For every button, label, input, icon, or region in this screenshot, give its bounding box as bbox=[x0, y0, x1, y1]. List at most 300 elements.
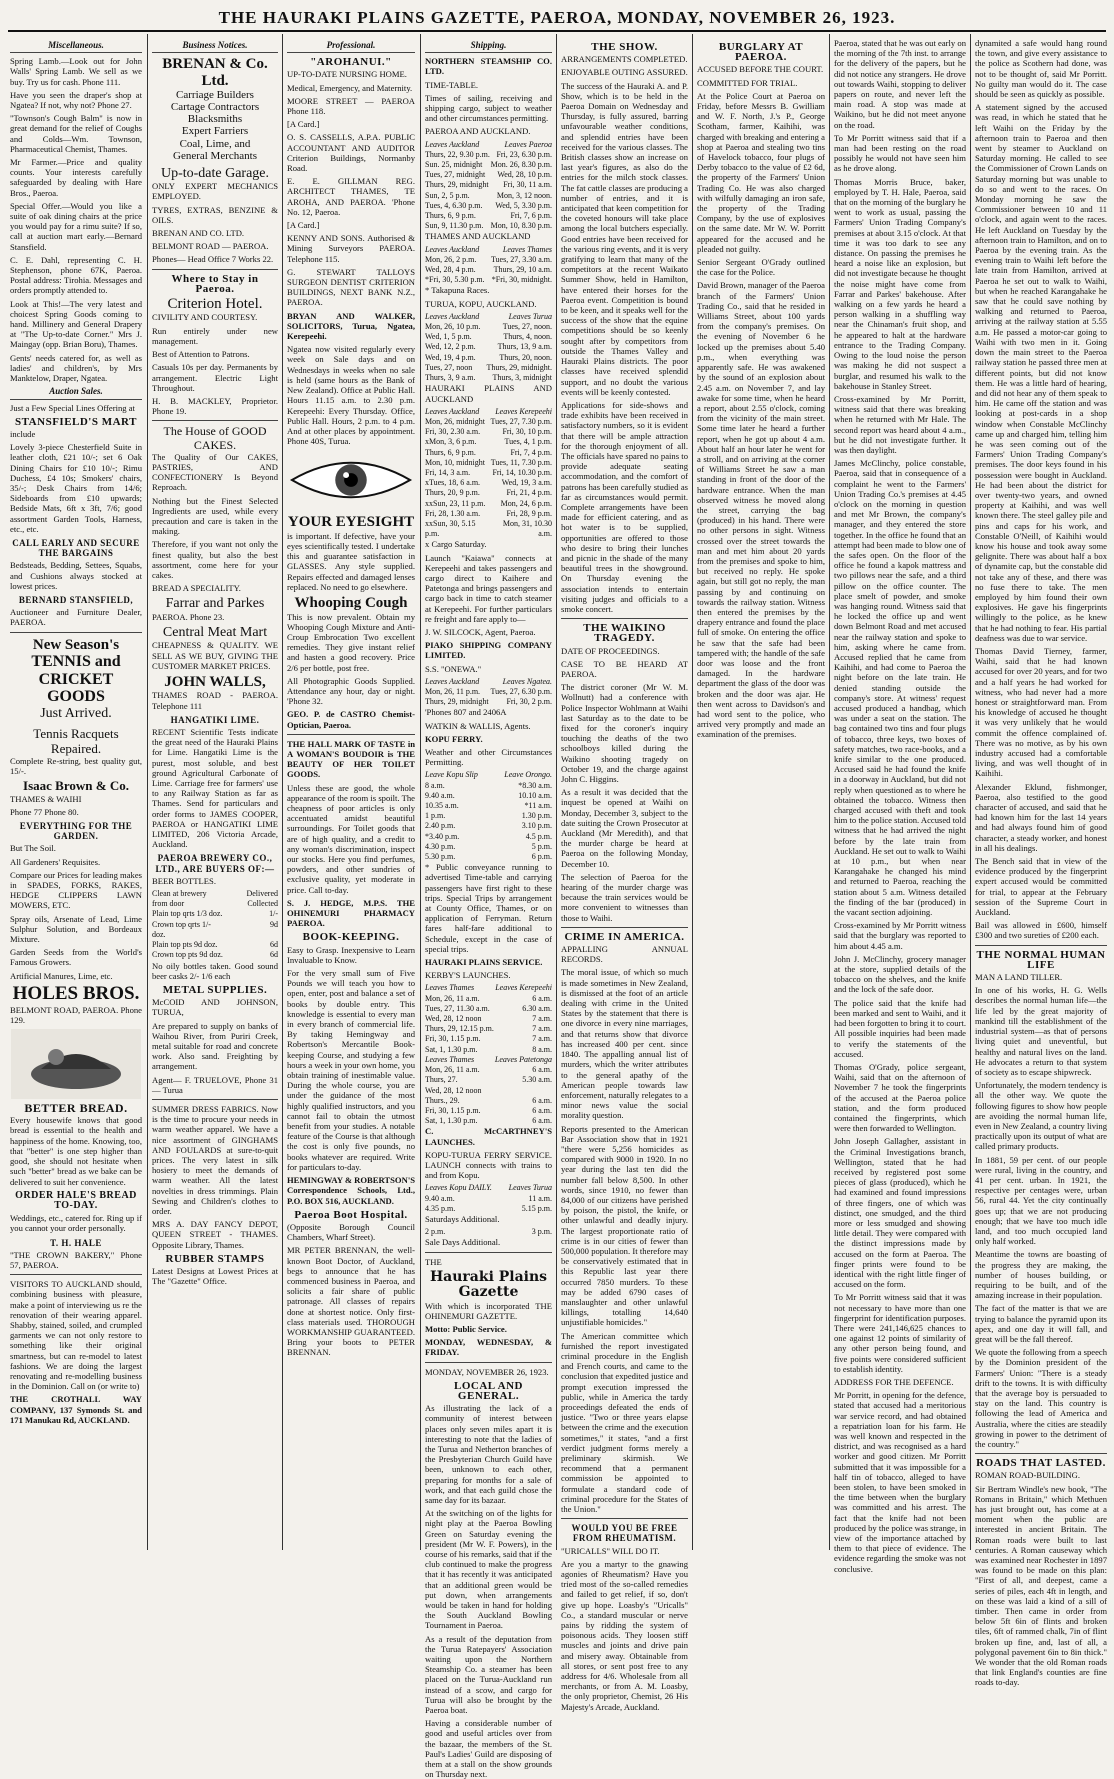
civility: CIVILITY AND COURTESY. bbox=[152, 312, 258, 323]
table-row bbox=[425, 1194, 552, 1204]
masthead-rule bbox=[8, 30, 1106, 32]
meat-sub: CHEAPNESS & QUALITY. WE SELL AS WE BUY, GIVING THE CUSTOMER MARKET PRICES. bbox=[152, 640, 278, 671]
walls-sub: THAMES ROAD - PAEROA. Telephone 111 bbox=[152, 690, 278, 711]
misc-item: Gents' needs catered for, as well as ladies' and children's, by Mrs Manktelow, Draper, Ngatea. bbox=[10, 352, 142, 384]
table-cell: Tues, 27, 7.30 p.m. bbox=[490, 416, 552, 426]
gazette-date: MONDAY, NOVEMBER 26, 1923. bbox=[425, 1366, 549, 1377]
garden-head: EVERYTHING FOR THE GARDEN. bbox=[19, 820, 133, 842]
section-heading: Miscellaneous. bbox=[10, 40, 142, 53]
nhl-body bbox=[975, 985, 1107, 1449]
nhl-paragraph: Unfortunately, the modern tendency is all the other way. We quote the following figures to show how people are avoiding the normal human life, even in New Zealand, a country living practically upon its output of what are called primary products. bbox=[975, 1080, 1107, 1152]
text-top3: Thomas David Tierney, farmer, Waihi, said that he had known accused for over 20 years, and for two and a half years he had worked for witness, who had never had a more honest or straightforward man. From his knowledge of accused he thought it was very unlikely that he would commit the offence complained of. There was no motive, as by his own industry accused had a comfortable living, and was well thought of in Kaihihi. bbox=[975, 645, 1107, 779]
burglary-paragraph: The police said that the knife had been marked and sent to Waihi, and it had been forgotten to bring it to court. All possible inquiries had been made to verify the statements of the accused. bbox=[834, 997, 966, 1059]
stansfield-name: BERNARD STANSFIELD, bbox=[18, 594, 134, 605]
criterion: Criterion Hotel. bbox=[167, 295, 263, 312]
table-cell: Mon, 10, 8.30 p.m. bbox=[490, 221, 552, 231]
table-cell: 7 a.m. bbox=[532, 1034, 552, 1044]
table-row bbox=[425, 1045, 552, 1055]
roads-sub: ROMAN ROAD-BUILDING. bbox=[975, 1470, 1081, 1481]
nsc-note: Times of sailing, receiving and shipping cargo, subject to weather and other circumstances permitting. bbox=[425, 92, 552, 124]
table-row bbox=[425, 811, 552, 821]
burglary-paragraph: Cross-examined by Mr Porritt witness said that the burglary was reported to him about 4.45 a.m. bbox=[834, 920, 966, 951]
table-row bbox=[425, 191, 552, 201]
garden-body: Compare our Prices for leading makes in SPADES, FORKS, RAKES, HEDGE CLIPPERS LAWN MOWERS, ETC. bbox=[10, 869, 142, 911]
spray: Spray oils, Arsenate of Lead, Lime Sulphur Solution, and Bordeaux Mixture. bbox=[10, 913, 142, 944]
table-cell: Thurs, 29, 12.15 p.m. bbox=[425, 1024, 494, 1034]
book-head: BOOK-KEEPING. bbox=[302, 931, 400, 944]
table-cell: Fri, 7, 6 p.m. bbox=[510, 211, 552, 221]
table-cell: Thurs, 29, 10 a.m. bbox=[493, 265, 552, 275]
ta-head: THAMES AND AUCKLAND bbox=[425, 231, 531, 242]
table-cell: Thurs, 22, 9.30 p.m. bbox=[425, 149, 490, 159]
table-header: Leaves Thames bbox=[425, 1054, 475, 1064]
section-heading: Business Notices. bbox=[152, 40, 278, 53]
table-cell: 8 a.m. bbox=[425, 780, 445, 790]
whooping: Whooping Cough bbox=[294, 595, 408, 612]
column-show bbox=[561, 38, 688, 1712]
table-cell: Mon, 26, 2 p.m. bbox=[425, 254, 477, 264]
column-divider bbox=[829, 34, 830, 1550]
mccoid: McCOID AND JOHNSON, TURUA, bbox=[152, 997, 278, 1018]
table-cell: Wed, 28, 12 noon bbox=[425, 1014, 482, 1024]
waikino-paragraph: The district coroner (Mr W. M. Wollnutt) had a conference with Police Inspector Wohlmann at Waihi last Saturday as to the date to be fixed for the coroner's inquiry touching the deaths of the two schoolboys killed during the Waikino shooting tragedy on October 19, and the charge against John C. Higgins. bbox=[561, 682, 688, 785]
boot-sub: (Opposite Borough Council Chambers, Wharf Street). bbox=[287, 1221, 415, 1243]
table-row bbox=[425, 499, 552, 509]
order-hales: ORDER HALE'S BREAD TO-DAY. bbox=[15, 1189, 137, 1211]
table-row bbox=[425, 1024, 552, 1034]
table-row bbox=[425, 255, 552, 265]
table-cell: Tues, 11, 7.30 p.m. bbox=[490, 457, 552, 467]
piako-head: PIAKO SHIPPING COMPANY LIMITED. bbox=[425, 640, 552, 661]
table-cell: Wed, 19, 4 p.m. bbox=[425, 352, 476, 362]
kopu-note: Weather and other Circumstances Permitting. bbox=[425, 747, 552, 768]
castro: GEO. P. de CASTRO Chemist-Optician, Paeroa. bbox=[287, 709, 415, 730]
table-row bbox=[152, 940, 278, 950]
table-cell: Fri, 30, 10 p.m. bbox=[502, 427, 552, 437]
brenan-service: Carriage Builders bbox=[176, 89, 254, 102]
table-header: Leaves Kerepeehi bbox=[495, 983, 552, 993]
nhl-paragraph: In 1881, 59 per cent. of our people were rural, living in the country, and 41 per cent. urban. In 1921, the respective per centages were, urban 56, rural 44. Yet the city continually goes up; that we are not producing enough; that we have too much idle land, and too much occupied land only half worked. bbox=[975, 1154, 1107, 1247]
crime-head: CRIME IN AMERICA. bbox=[564, 930, 685, 943]
table-header: Leaves Turua bbox=[508, 311, 552, 321]
burglary-paragraph: Thomas O'Grady, police sergeant, Waihi, said that on the afternoon of November 7 he took the fingerprints of the accused at the Paeroa police station, and the form produced contained the fingerprints, which were then forwarded to Wellington. bbox=[834, 1061, 966, 1134]
bread-head: BETTER BREAD. bbox=[24, 1101, 128, 1116]
table-cell: 1/- bbox=[269, 909, 278, 919]
table-cell: 10.10 a.m. bbox=[518, 790, 552, 800]
table-row bbox=[425, 821, 552, 831]
hall-mark: THE HALL MARK OF TASTE in A WOMAN'S BOUDOIR is THE BEAUTY OF HER TOILET GOODS. bbox=[287, 738, 415, 780]
crime-paragraph: Reports presented to the American Bar Association show that in 1921 "there were 5,256 homicides as compared with 9000 in 1920. In no year during the last ten did the number fall below 8,500. In other words, since 1910, no fewer than 84,000 of our citizens have perished by poison, the pistol, the knife, or other unlawful and deadly injury. The largest proportionate ratio of crime is in our cities of fewer than 500,000 population. It therefore may be conservatively estimated that in this Republic last year there occurred 7850 murders. To these may be added 6790 cases of manslaughter and other unlawful killings, totalling 14,640 unjustifiable homicides." bbox=[561, 1123, 688, 1328]
schedule-table bbox=[425, 677, 552, 708]
burglary-head: BURGLARY AT PAEROA. bbox=[718, 41, 804, 64]
eye-body: is important. If defective, have your eyes scientifically tested. I undertake this and guarantee satisfaction in GLASSES. Any style supplied. Repairs effected and damaged lenses replaced. No need to go elsewhere. bbox=[287, 530, 415, 592]
stamps-sub: Latest Designs at Lowest Prices at The "Gazette" Office. bbox=[152, 1265, 278, 1287]
table-header: Leaves Kopu DAILY. bbox=[425, 1183, 492, 1193]
table-cell: 6 a.m. bbox=[532, 1095, 552, 1105]
brenan2: BRENAN AND CO. LTD. bbox=[152, 227, 245, 238]
table-row bbox=[425, 373, 552, 383]
local-paragraph: Having a considerable number of good and useful articles over from the bazaar, the members of the St. Paul's Ladies' Guild are disposing of them at a stall on the show grounds on Thursday next. bbox=[425, 1718, 552, 1779]
mackley: H. B. MACKLEY, Proprietor. Phone 19. bbox=[152, 395, 278, 417]
table-cell: 11 a.m. bbox=[528, 1193, 552, 1203]
hale-name: T. H. HALE bbox=[50, 1237, 102, 1248]
misc-item: Have you seen the draper's shop at Ngatea? If not, why not? Phone 27. bbox=[10, 89, 142, 111]
nhl-sub: MAN A LAND TILLER. bbox=[975, 972, 1063, 983]
brenan-service: General Merchants bbox=[173, 149, 257, 162]
photo: All Photographic Goods Supplied. Attendance any hour, day or night. 'Phone 32. bbox=[287, 675, 415, 707]
weddings: Weddings, etc., catered for. Ring up if you cannot your order personally. bbox=[10, 1213, 142, 1234]
table-cell: xMon, 3, 6 p.m. bbox=[425, 437, 477, 447]
waikino-sub: DATE OF PROCEEDINGS. bbox=[561, 645, 660, 656]
table-header: Leaves Kerepeehi bbox=[495, 406, 552, 416]
watkin: WATKIN & WALLIS, Agents. bbox=[425, 720, 531, 731]
table-cell: Fri, 23, 6.30 p.m. bbox=[496, 149, 552, 159]
table-cell: Fri, 7, 4 p.m. bbox=[510, 447, 552, 457]
table-cell: Fri, 30, 2 p.m. bbox=[506, 697, 552, 707]
whoop-body: This is now prevalent. Obtain my Whooping Cough Mixture and Anti-Croup Embrocation Two excellent remedies. They give instant relief and hasten a good recovery. Price 2/6 per bottle, post free. bbox=[287, 611, 415, 673]
table-row bbox=[425, 221, 552, 231]
bread-body: Every housewife knows that good bread is essential to the health and happiness of the home. Knowing, too, that "better" is one step higher than good, she should not hesitate when such "better" bread as we bake can be delivered to suit her convenience. bbox=[10, 1115, 142, 1187]
auction-lead: Just a Few Special Lines Offering at bbox=[10, 402, 135, 413]
schedule-table bbox=[425, 983, 552, 1054]
table-cell: Thurs., 29. bbox=[425, 1095, 460, 1105]
tyres: TYRES, EXTRAS, BENZINE & OILS. bbox=[152, 204, 278, 225]
garden-req: All Gardeners' Requisites. bbox=[10, 856, 101, 867]
misc-item: C. E. Dahl, representing C. H. Stephenson, phone 67K, Paeroa. Postal address: Tirohia. Messages and orders promptly attended to. bbox=[10, 254, 142, 296]
burglary-paragraph: James McClinchy, police constable, Paeroa, said that in consequence of a complaint he went to the Farmers' Union Trading Co.'s premises at 4.45 o'clock on the morning in question and met Mr Brown, the company's manager, and they entered the store together. In the office he found that an attempt had been made to blow one of the safes open. On the floor of the office he found a kapok mattress and two pillows near the safe, and a third pillow on the office counter. The place smelt of powder, and smoke was hanging round. Witness said that he locked the office up and went down Belmont Road and met accused near the railway station and spoke to him, asking where he came from. Accused replied that he came from Kaihihi, and had come to Paeroa the night before on the late train. He denied standing outside the company's store. At witness' request accused produced a handbag, which was under a seat on the station. The bag contained two tins and four plugs of tobacco, three keys, two boxes of safety matches, two race-books, and a knife similar to the one produced. Accused said he had found the knife in a doorway in Auckland, but did not reply when questioned as to where he obtained the tobacco. Witness then charged accused with theft and took him to the police station. Accused told witness that he had arrived the night before by the late train from Auckland. He set out to walk to Waihi at 10 p.m., but when near Karangahake he changed his mind and returned to Paeroa, reaching the station about 5 a.m. Witness detailed the finding of the bar (produced) in the vacant section adjoining. bbox=[834, 458, 966, 918]
table-cell: Thurs, 29, midnight bbox=[425, 697, 489, 707]
john-walls: JOHN WALLS, bbox=[164, 673, 266, 690]
therefore: Therefore, if you want not only the finest quality, but also the best assortment, come here for your cakes. bbox=[152, 539, 278, 580]
section-heading: Shipping. bbox=[425, 40, 552, 53]
schedule-table bbox=[425, 1183, 552, 1214]
table-row bbox=[152, 909, 278, 919]
medical: Medical, Emergency, and Maternity. bbox=[287, 82, 413, 93]
burglary-sub2: COMMITTED FOR TRIAL. bbox=[697, 77, 798, 88]
table-cell: Mon, 24, 6 p.m. bbox=[500, 498, 552, 508]
table-cell: *Fri, 30, midnight. bbox=[491, 275, 552, 285]
table-row bbox=[425, 791, 552, 801]
brenan-services bbox=[152, 89, 278, 162]
table-cell: Fri, 30, 2.30 a.m. bbox=[425, 427, 481, 437]
table-cell: Tues, 27, noon bbox=[425, 362, 473, 372]
truelove: Agent— F. TRUELOVE, Phone 31 — Turua bbox=[152, 1074, 278, 1095]
casuals: Casuals 10s per day. Permanents by arrangement. Electric Light Throughout. bbox=[152, 362, 278, 393]
metal-head: METAL SUPPLIES. bbox=[162, 983, 268, 996]
eyesight: YOUR EYESIGHT bbox=[287, 514, 415, 531]
holes-bros: HOLES BROS. bbox=[12, 982, 140, 1004]
table-cell: Thurs, 29, midnight bbox=[425, 180, 489, 190]
text-top5: The Bench said that in view of the evidence produced by the fingerprint expert accused would be committed for trial, to appear at the February session of the Supreme Court in Auckland. bbox=[975, 856, 1107, 918]
schedule-table bbox=[425, 140, 552, 232]
hps-head: HAURAKI PLAINS SERVICE. bbox=[425, 957, 543, 968]
local-paragraph: As a result of the deputation from the Turua Ratepayers' Association waiting upon the Northern Steamship Co. a steamer has been placed on the Turua-Auckland run instead of a scow, and cargo for Turua will also be brought by the Paeroa boat. bbox=[425, 1633, 552, 1716]
table-row bbox=[425, 322, 552, 332]
burglary-body bbox=[697, 91, 825, 740]
table-row bbox=[425, 478, 552, 488]
table-cell: 1.30 p.m. bbox=[521, 811, 552, 821]
burglary-paragraph: David Brown, manager of the Paeroa branch of the Farmers' Union Trading Co., said that he resided in Williams Street, about 100 yards from the company's premises. On the evening of November 6 he locked up the premises about 5.40 p.m., when everything was apparently safe. He was awakened by the sound of an explosion about 2.45 a.m. on November 7, and lay awake for some time, when he heard a report, about 2.55 o'clock, coming from the vicinity of the main street. Some time later he heard a further report, when he got up about 4 a.m. About half an hour later he went for a stroll, and on arriving at the corner of Williams Street he saw a man standing in front of the door of the hardware entrance. When the man observed witness he moved along the street, carrying the bag (produced) in his hand. There were no other persons in sight. Witness crossed over the street towards the man and met him about 20 yards from the premises and spoke to him, but received no reply. He spoke again, but still got no reply, the man passing by and continuing on towards the railway station. Witness then entered the premises by the drapery entrance and found the place full of smoke. On entering the office he saw that the safe had been tampered with; the handle of the safe door was loose and the front damaged. In the hardware department the glass of the door was broken and the door was ajar. He then went across to Davidson's and had word sent to the police, who arrived very promptly and made an examination of the premises. bbox=[697, 280, 825, 740]
racquets: Tennis Racquets Repaired. bbox=[33, 726, 119, 756]
table-cell: Tues, 27, 11.30 a.m. bbox=[425, 1003, 490, 1013]
table-row bbox=[425, 417, 552, 427]
isaac-brown: Isaac Brown & Co. bbox=[23, 778, 129, 794]
table-row bbox=[425, 832, 552, 842]
silcock: J. W. SILCOCK, Agent, Paeroa. bbox=[425, 626, 536, 637]
table-row bbox=[425, 448, 552, 458]
masthead: THE HAURAKI PLAINS GAZETTE, PAEROA, MONDAY, NOVEMBER 26, 1923. bbox=[218, 8, 896, 27]
table-header: Leaves Thames bbox=[502, 244, 552, 254]
seeds: Garden Seeds from the World's Famous Growers. bbox=[10, 947, 142, 968]
bryan-body: Ngatea now visited regularly every week on Sale days and on Wednesdays in weeks when no sale is held (same hours as the Bank of New Zealand). Office at Public Hall. Hours 11.15 a.m. to 2.30 p.m. Kerepeehi: Every Thursday. Office, Public Hall. Hours, 2 p.m. to 4 p.m. And at other places by appointment. Phone 40S, Turua. bbox=[287, 344, 415, 447]
boot-body: MR PETER BRENNAN, the well-known Boot Doctor, of Auckland, begs to announce that he has commenced business in Paeroa, and solicits a fair share of public patronage. All classes of repairs done at shortest notice. Only first-class materials used. THOROUGH WORKMANSHIP GUARANTEED. Bring your boots to PETER BRENNAN. bbox=[287, 1245, 415, 1358]
section-heading: Professional. bbox=[287, 40, 415, 53]
burglary-paragraph: At the Police Court at Paeroa on Friday, before Messrs B. Gwilliam and W. F. North, J.'s P., George Scotham, farmer, Kaihihi, was charged with breaking and entering a shop at Paeroa and stealing two tins of Havelock tobacco, four plugs of Derby tobacco to the value of £2 6d, the property of the Farmers' Union Trading Co. He was also charged with wilfully damaging an iron safe, the property of the Trading Company, by the use of explosives on the same date. Mr W. W. Porritt appeared for the accused and he pleaded not guilty. bbox=[697, 90, 825, 254]
table-cell: Thurs, 29, midnight. bbox=[486, 362, 552, 372]
burglary-paragraph: Paeroa, stated that he was out early on the morning of the 7th inst. to arrange for the delivery of the papers, but he did not notice any strangers. He drove out towards Waihi, stopping to deliver papers on route, and never left the main road. A stop was made at Waikino, but he did not meet anyone on the road. bbox=[834, 38, 966, 130]
table-cell: 3 p.m. bbox=[531, 1227, 552, 1237]
patrons: Best of Attention to Patrons. bbox=[152, 349, 250, 360]
table-cell: 1 p.m. bbox=[425, 811, 446, 821]
column-divider bbox=[556, 34, 557, 1550]
nhl-paragraph: The fact of the matter is that we are trying to balance the pyramid upon its apex, and one day it will fall, and great will be the fall thereof. bbox=[975, 1303, 1107, 1344]
burglary-paragraph: Thomas Morris Bruce, baker, employed by T. H. Hale, Paeroa, said that on the morning of the burglary he went to work as usual, passing the Farmers' Union Trading Company's premises at about 3.15 o'clock. At that time it was too dark to see any distance. On passing the premises he heard a noise like an explosion, but did not investigate because he thought the noise might have come from Farrar and Parkes' bakehouse. After walking on a few yards he heard a person walking in a shuffling way near the Chinaman's fruit shop, and he appeared to halt at the hardware entrance to the Trading Company. Owing to the loud noise the person was making he did not suspect a burglar, and resumed his walk to the bakehouse in Stanley Street. bbox=[834, 176, 966, 391]
table-cell: Tues, 27, midnight bbox=[425, 170, 486, 180]
mc-sub: KOPU-TURUA FERRY SERVICE. LAUNCH connects with trains to and from Kopu. bbox=[425, 1149, 552, 1181]
table-cell: 6.30 a.m. bbox=[522, 1003, 552, 1013]
table-row bbox=[425, 160, 552, 170]
table-cell: 7 a.m. bbox=[532, 1014, 552, 1024]
arohanui: "AROHANUI." bbox=[310, 56, 392, 69]
table-row bbox=[425, 488, 552, 498]
table-cell: Fri, 21, 4 p.m. bbox=[506, 488, 552, 498]
bottles-note: No oily bottles taken. Good sound beer casks 2/- 1/6 each bbox=[152, 960, 278, 981]
table-cell: Thurs, 6, 9 p.m. bbox=[425, 447, 476, 457]
table-row bbox=[152, 920, 278, 940]
burglary-paragraph: Senior Sergeant O'Grady outlined the case for the Police. bbox=[697, 257, 825, 278]
text-top: dynamited a safe would hang round the town, and give every assistance to the police as Scothern had done, was not to be thought of, said Mr Porritt. No guilty man would do it. The case should be seen as quickly as possible. bbox=[975, 38, 1107, 100]
table-cell: Fri, 30, 11 a.m. bbox=[503, 180, 552, 190]
brenan-service: Coal, Lime, and bbox=[179, 137, 251, 150]
table-row bbox=[425, 201, 552, 211]
misc-item: Spring Lamb.—Look out for John Walls' Spring Lamb. We sell as we buy. Try us for cash. Phone 111. bbox=[10, 56, 142, 87]
table-row bbox=[425, 353, 552, 363]
motto: Motto: Public Service. bbox=[425, 1323, 507, 1334]
auction-include: include bbox=[10, 428, 36, 439]
brenan-service: Blacksmiths bbox=[187, 113, 243, 126]
brenan-service: Cartage Contractors bbox=[170, 101, 260, 114]
auction-place: STANSFIELD'S MART bbox=[15, 415, 137, 428]
day: MRS A. DAY FANCY DEPOT, QUEEN STREET - THAMES. Opposite Library, Thames. bbox=[152, 1219, 278, 1250]
hpa-note: x Cargo Saturday. bbox=[425, 539, 487, 550]
table-header: Leaves Auckland bbox=[425, 406, 480, 416]
table-row bbox=[425, 994, 552, 1004]
table-cell: Thurs, 13, 9 a.m. bbox=[497, 342, 552, 352]
table-row bbox=[425, 458, 552, 468]
brenan-service: Expert Farriers bbox=[181, 125, 249, 138]
ta-note: * Takapuna Races. bbox=[425, 285, 490, 296]
show-sub: ARRANGEMENTS COMPLETED. bbox=[561, 54, 688, 65]
mc-sale: Sale Days Additional. bbox=[425, 1237, 501, 1248]
just-arrived: Just Arrived. bbox=[40, 705, 112, 721]
mechanics: ONLY EXPERT MECHANICS EMPLOYED. bbox=[152, 181, 278, 202]
waikino-body bbox=[561, 682, 688, 923]
table-cell: 6 a.m. bbox=[532, 1065, 552, 1075]
ingredients: Nothing but the Finest Selected Ingredients are used, while every precaution and care is taken in the making. bbox=[152, 495, 278, 537]
table-cell: Wed, 28, 12 noon bbox=[425, 1085, 482, 1095]
bread-illustration bbox=[10, 1029, 142, 1099]
table-cell: Tues, 4, 6.30 p.m. bbox=[425, 200, 483, 210]
table-row bbox=[425, 332, 552, 342]
manures: Artificial Manures, Lime, etc. bbox=[10, 970, 113, 981]
call-early: CALL EARLY AND SECURE THE BARGAINS bbox=[12, 537, 140, 559]
misc-item: Special Offer.—Would you like a suite of oak dining chairs at the price you would pay for a rimu suite? If so, call at auction mart early.—Bernard Stansfield. bbox=[10, 200, 142, 252]
burglary-paragraph: Mr Porritt, in opening for the defence, stated that accused had a meritorious war service record, and had obtained a repatriation loan for his farm. He was well known and respected in the district, and was recognised as a hard worker and good citizen. Mr Porritt submitted that it was impossible for a half tin of tobacco, alleged to have been stolen, to have been smoked in the time between when the burglary was committed and his arrest. The fact that the knife had not been produced by the police was strange, in view of the importance attached by them to that piece of evidence. The evidence regarding the smoke was not conclusive. bbox=[834, 1390, 966, 1574]
hemingway: HEMINGWAY & ROBERTSON'S Correspondence Schools, Ltd., P.O. BOX 516, AUCKLAND. bbox=[287, 1175, 415, 1206]
column-divider bbox=[147, 34, 148, 1550]
metal-body: Are prepared to supply on banks of Waihou River, from Puriri Creek, metal suitable for road and concrete work. Also sand. Freighting by arrangement. bbox=[152, 1020, 278, 1072]
cakes-quality: The Quality of Our CAKES, PASTRIES, AND CONFECTIONERY Is Beyond Reproach. bbox=[152, 451, 278, 493]
table-cell: Tues, 27, 3.30 a.m. bbox=[490, 254, 552, 264]
show-head: THE SHOW. bbox=[591, 41, 658, 53]
table-cell: xxSun, 23, 11 p.m. bbox=[425, 498, 486, 508]
timetable: TIME-TABLE. bbox=[425, 79, 479, 90]
rheum-body: Are you a martyr to the gnawing agonies of Rheumatism? Have you tried most of the so-called remedies and failed to get relief, if so, don't give up hope. Loasby's "Uricalls" Co., a standard muscular or nerve pains by ridding the system of poisonous acids. They loosen stiff muscles and joints and drive pain and misery away. Obtainable from all stores, or sent post free to any address for 4/6. Wholesale from all merchants, or from A. M. Loasby, the only proprietor, Chemist, 26 His Majesty's Arcade, Auckland. bbox=[561, 1558, 688, 1712]
rheum-head: WOULD YOU BE FREE FROM RHEUMATISM. bbox=[571, 1523, 678, 1544]
table-header: Leave Kopu Slip bbox=[425, 770, 478, 780]
table-cell: Mon, 26, 11 p.m. bbox=[425, 686, 481, 696]
card2: [A Card.] bbox=[287, 220, 320, 231]
stamps: RUBBER STAMPS bbox=[165, 1252, 265, 1265]
table-row bbox=[425, 363, 552, 373]
crime-sub: APPALLING ANNUAL RECORDS. bbox=[561, 944, 688, 965]
column-burglary-cont bbox=[834, 38, 966, 1574]
tennis-cricket: TENNIS and CRICKET GOODS bbox=[31, 653, 121, 706]
table-header: Leaves Auckland bbox=[425, 311, 480, 321]
stewart: G. STEWART TALLOYS SURGEON DENTIST CRITERION BUILDINGS, NEXT BANK N.Z., PAEROA. bbox=[287, 266, 415, 308]
table-cell: 10.35 a.m. bbox=[425, 801, 459, 811]
table-cell: Thurs, 3, 9 a.m. bbox=[425, 373, 476, 383]
visitors: VISITORS TO AUCKLAND should, combining business with pleasure, make a point of interviewing us re the renovation of their wearing apparel. Shabby, stained, soiled, and crumpled garments we can not only restore to something like their original smartness, but can re-model to latest fashions. We are doing the largest renovating and re-modelling business in the Dominion. Call on (or write to) bbox=[10, 1279, 142, 1392]
table-row bbox=[425, 211, 552, 221]
burglary-continued bbox=[834, 38, 966, 1574]
table-cell: Fri, 28, 9 p.m. bbox=[506, 508, 552, 518]
moore: MOORE STREET — PAEROA Phone 118. bbox=[287, 95, 415, 117]
stay-head: Where to Stay in Paeroa. bbox=[171, 272, 259, 295]
table-cell: 9.40 a.m. bbox=[425, 790, 455, 800]
table-row bbox=[425, 150, 552, 160]
table-cell: 4.30 p.m. bbox=[425, 841, 456, 851]
table-cell: 5.15 p.m. bbox=[521, 1203, 552, 1213]
table-row bbox=[425, 697, 552, 707]
auction-body: Lovely 3-piece Chesterfield Suite in leather cloth, £21 10/-; set 6 Oak Dining Chairs for £10 10/-; Rimu Duchess, £4 10s; Smokers' chairs, 35/-; Desk Chairs from 14/6; Sideboards from £10 upwards; Bedside Mats, 6ft x 3ft, 7/6; good assortment Garden Tools, Harness, etc., etc. bbox=[10, 442, 142, 534]
text-top4: Alexander Eklund, fishmonger, Paeroa, also testified to the good character of accused, and said that he had known him for the last 14 years and had always found him of good character, a steady worker, and honest in all his dealings. bbox=[975, 781, 1107, 853]
holes-addr: BELMONT ROAD, PAEROA. Phone 129. bbox=[10, 1004, 142, 1025]
lime-body: RECENT Scientific Tests indicate the great need of the Hauraki Plains for Lime. Hangatiki Lime is the purest, most soluble, and best ground Agricultural Carbonate of Lime. Carriage free for farmers' use to any Railway Station as far as Thames. Send for particulars and order forms to JAMES COOPER, PAEROA or HANGATIKI LIME LIMITED, 206 Victoria Arcade, Auckland. bbox=[152, 727, 278, 850]
table-row bbox=[425, 180, 552, 190]
column-divider bbox=[692, 34, 693, 1550]
nursing: UP-TO-DATE NURSING HOME. bbox=[287, 69, 407, 80]
misc-item: Mr Farmer.—Price and quality counts. Your interests carefully safeguarded by dealing with Hare Bros., Paeroa. bbox=[10, 157, 142, 198]
isaac-phones: Phone 77 Phone 80. bbox=[10, 806, 79, 817]
table-cell: Crown top qrts 1/- doz. bbox=[152, 919, 211, 939]
table-cell: *Fri, 30, 5.30 p.m. bbox=[425, 275, 485, 285]
piako-phones: 'Phones 807 and 2406A bbox=[425, 707, 507, 718]
table-cell bbox=[488, 1086, 552, 1096]
table-cell: 6 p.m. bbox=[531, 852, 552, 862]
table-row bbox=[425, 509, 552, 519]
burglary-paragraph: ADDRESS FOR THE DEFENCE. bbox=[834, 1377, 954, 1387]
table-row bbox=[425, 437, 552, 447]
table-cell: 6 a.m. bbox=[532, 1105, 552, 1115]
table-row bbox=[425, 1227, 552, 1237]
table-cell: Crown top pts 9d doz. bbox=[152, 950, 223, 960]
table-cell: Mon, 26, 11 a.m. bbox=[425, 993, 480, 1003]
farrar: Farrar and Parkes bbox=[165, 596, 265, 612]
table-cell: 2.40 p.m. bbox=[425, 821, 456, 831]
table-cell: Thurs, 3, midnight bbox=[492, 373, 552, 383]
gazette-title: Hauraki Plains Gazette bbox=[429, 1268, 548, 1301]
column-divider bbox=[282, 34, 283, 1550]
table-cell: Sun. 25, midnight bbox=[425, 160, 483, 170]
gazette-the: THE bbox=[425, 1256, 442, 1267]
brenan-addr: BELMONT ROAD — PAEROA. bbox=[152, 241, 269, 252]
table-header: Leaves Thames bbox=[425, 983, 475, 993]
table-row bbox=[425, 781, 552, 791]
schedule-table bbox=[425, 407, 552, 540]
misc-items bbox=[10, 56, 142, 383]
table-cell: 6 a.m. bbox=[532, 993, 552, 1003]
isaac-places: THAMES & WAIHI bbox=[10, 793, 82, 804]
restring: Complete Re-string, best quality gut, 15/-. bbox=[10, 755, 142, 777]
schedule-table bbox=[425, 1055, 552, 1126]
waikino-paragraph: As a result it was decided that the inquest be opened at Waihi on Monday, December 3, subject to the date suiting the Crown Prosecutor at Auckland (Mr Meredith), and that the murder charge be heard at Paeroa on the following Monday, December 10. bbox=[561, 787, 688, 869]
local-head: LOCAL AND GENERAL. bbox=[454, 1379, 523, 1402]
management: Run entirely under new management. bbox=[152, 325, 278, 346]
table-cell: Wed, 28, 4 p.m. bbox=[425, 265, 476, 275]
boot-head: Paeroa Boot Hospital. bbox=[294, 1208, 408, 1221]
hpa-head: HAURAKI PLAINS AND AUCKLAND bbox=[425, 383, 552, 404]
meat-mart: Central Meat Mart bbox=[162, 624, 268, 640]
table-cell: Plain top qrts 1/3 doz. bbox=[152, 909, 223, 919]
column-professional bbox=[287, 38, 415, 1550]
hpa-body: Launch "Kaiawa" connects at Kerepeehi and takes passengers and cargo direct to Kaihere and Patetonga and brings passengers and cargo back in time to catch steamer at Kerepeehi. For further particulars re freight and fare apply to— bbox=[425, 552, 552, 624]
table-cell: Tues, 27, noon. bbox=[502, 322, 552, 332]
text-top2: A statement signed by the accused was read, in which he stated that he left Waihi on the Friday by the afternoon train to Paeroa and then went by steamer to Auckland on Saturday morning. He called to see the Commissioner of Crown Lands on Saturday morning but was unable to do so and went to the races. On Monday morning he saw the Commissioner between 10 and 11 o'clock, and again went to the races. He left Auckland on Tuesday by the afternoon train to Hamilton, and on to Paeroa by the evening train. As the evening train to Waihi left before the late train from Hamilton, arrived at Paeroa he set out to walk to Waihi, but when he reached Karangahake he saw that he could save nothing by walking and returned to Paeroa, arriving at the railway station at 5.55 a.m. He passed a motor-car going to Waihi with two men in it. Going down the main street to the Paeroa railway station he passed three men at different points, but did not know them. He was a little hard of hearing, and did not hear any of them speak to him. He came off the station and was looking at post-cards in a shop window when Constable McClinchy came up and charged him, telling him he was seen coming out of the Farmers' Union Trading Company's premises. The door keys found in his possession were bought in Auckland. He had been about the district for over twenty-two years, and owned property at Kaihihi, and was well known there. The steel galley pile and pins and caps for his work, and Constable O'Neill, of Kaihihi would know his house and took away some gelignite. There was about half a box of dynamite cap, but the constable did not take any of these, and there was no fuse there to take. The men employed by him found their own explosives. He gave his fingerprints willingly to the police, as he knew that he had nothing to fear. His partial deafness was due to war service. bbox=[975, 102, 1107, 643]
burglary-paragraph: To Mr Porritt witness said that it was not necessary to have more than one fingerprint for identification purposes. There were 241,146,625 chances to one against 12 points of similarity of any other person being found, and five points were considered sufficient to establish identity. bbox=[834, 1292, 966, 1374]
table-cell: 8 a.m. bbox=[532, 1044, 552, 1054]
table-cell: Mon, 26, midnight bbox=[425, 416, 486, 426]
crime-paragraph: The moral issue, of which so much is made sometimes in New Zealand, is dismissed at the foot of an article dealing with crime in the United States by the statement that there is one divorce in every nine marriages, and that returns show that divorce has increased 400 per cent. since 1840. The appalling annual list of murders, which the writer attributes to the general apathy of the American people towards law enforcement, naturally relegates to a minor news value the social morality question. bbox=[561, 967, 688, 1121]
column-burglary bbox=[697, 38, 825, 1550]
show-sub2: ENJOYABLE OUTING ASSURED. bbox=[561, 67, 688, 78]
table-row bbox=[425, 1086, 552, 1096]
bottles-head: BEER BOTTLES. bbox=[152, 875, 216, 886]
table-cell: Delivered Collected bbox=[246, 889, 278, 909]
table-cell: Fri, 30, 1.15 p.m. bbox=[425, 1034, 481, 1044]
table-cell: Plain top pts 9d doz. bbox=[152, 940, 218, 950]
burglary-sub: ACCUSED BEFORE THE COURT. bbox=[697, 64, 824, 75]
bottles-table bbox=[152, 889, 278, 960]
brenan: BRENAN & Co. Ltd. bbox=[162, 56, 268, 89]
table-row bbox=[425, 852, 552, 862]
table-cell: Thurs, 20, 9 p.m. bbox=[425, 488, 480, 498]
table-cell: Wed, 28, 10 p.m. bbox=[497, 170, 552, 180]
table-cell: 5 p.m. bbox=[531, 841, 552, 851]
column-normal-life bbox=[975, 38, 1107, 1688]
table-cell: 5.30 p.m. bbox=[425, 852, 456, 862]
column-business-notices bbox=[152, 38, 278, 1550]
